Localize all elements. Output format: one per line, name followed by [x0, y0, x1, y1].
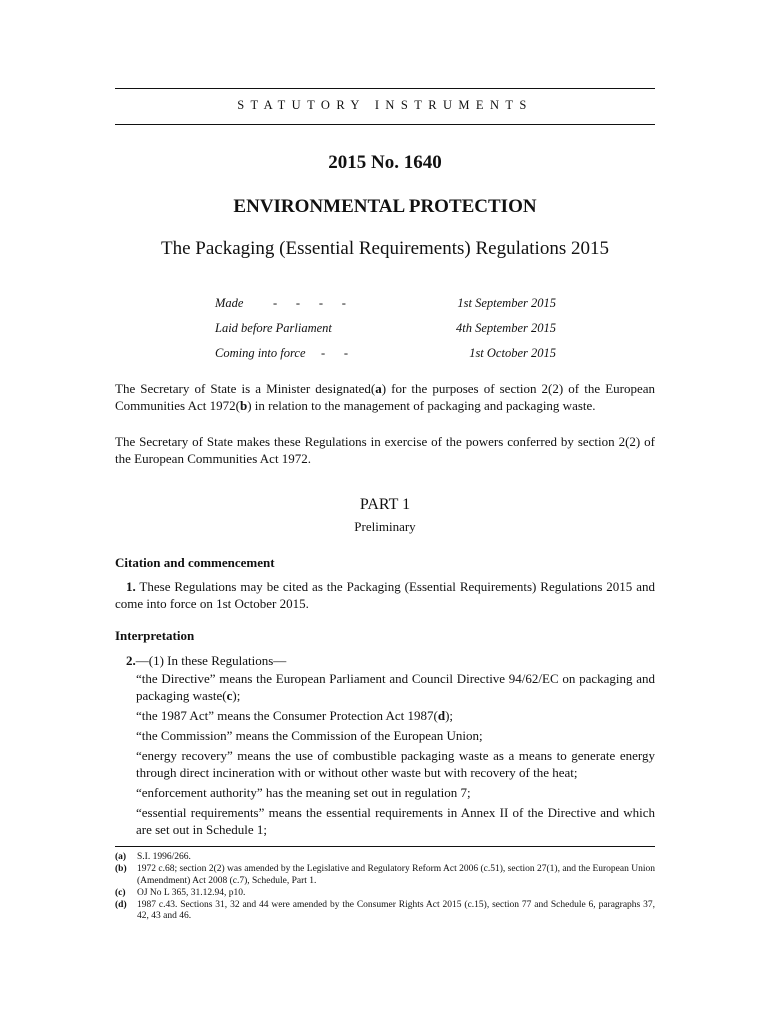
footnote-ref-a[interactable]: a: [375, 381, 382, 396]
citation-heading: Citation and commencement: [115, 555, 275, 570]
interpretation-heading: Interpretation: [115, 628, 195, 643]
date-row-made: [215, 296, 556, 321]
top-rule: [115, 88, 655, 89]
date-value: 1st October 2015: [469, 346, 556, 360]
definitions-list: [136, 670, 655, 841]
footnotes: [115, 852, 655, 923]
footnote-a: (a) S.I. 1996/266.: [115, 852, 191, 862]
date-value: 4th September 2015: [456, 321, 556, 335]
part-subheading: Preliminary: [354, 519, 416, 534]
date-row-force: [215, 346, 556, 371]
document-page: [115, 0, 655, 1024]
date-leader: - -: [321, 346, 349, 360]
footnote-d: (d) 1987 c.43. Sections 31, 32 and 44 were amended by the Consumer Rights Act 2015 (c.15), section 77 and Schedule 6, paragraphs 37, 42, 43 and 46.: [115, 899, 655, 921]
footnote-c: (c) OJ No L 365, 31.12.94, p10.: [115, 887, 246, 898]
footnote-mark: (b): [115, 864, 127, 874]
date-row-laid: [215, 321, 556, 346]
intro-paragraph-1: The Secretary of State is a Minister designated(a) for the purposes of section 2(2) of the European Communities Act 1972(b) in relation to the management of packaging and packaging waste.: [115, 381, 656, 413]
header-rule: [115, 124, 655, 125]
definition-item: “the 1987 Act” means the Consumer Protection Act 1987(d);: [136, 708, 454, 723]
definition-item: “the Directive” means the European Parliament and Council Directive 94/62/EC on packaging and packaging waste(c);: [136, 671, 655, 703]
definition-item: “enforcement authority” has the meaning set out in regulation 7;: [136, 785, 471, 800]
definition-item: “essential requirements” means the essential requirements in Annex II of the Directive and which are set out in Schedule 1;: [136, 805, 655, 837]
regulations-title: The Packaging (Essential Requirements) Regulations 2015: [161, 238, 609, 259]
intro-paragraph-2: The Secretary of State makes these Regulations in exercise of the powers conferred by section 2(2) of the European Communities Act 1972.: [115, 434, 655, 466]
footnote-ref-c[interactable]: c: [226, 688, 233, 703]
footnote-ref-b[interactable]: b: [239, 398, 248, 413]
footnote-b: (b) 1972 c.68; section 2(2) was amended by the Legislative and Regulatory Reform Act 2006 (c.51), section 27(1), and the European Union (Amendment) Act 2008 (c.7), Schedule, Part 1.: [115, 864, 655, 886]
definition-item: “energy recovery” means the use of combustible packaging waste as a means to generate energy through direct incineration with or without other waste but with recovery of the heat;: [136, 748, 655, 780]
date-label: Made: [215, 296, 244, 310]
subject-heading: ENVIRONMENTAL PROTECTION: [233, 196, 537, 217]
date-value: 1st September 2015: [457, 296, 556, 310]
regulation-2: 2.—(1) In these Regulations—: [126, 653, 287, 668]
footnote-ref-d[interactable]: d: [437, 708, 446, 723]
footnote-mark: (d): [115, 899, 127, 910]
footnote-mark: (c): [115, 887, 126, 898]
regulation-number: 2.: [126, 653, 136, 668]
footnote-mark: (a): [115, 852, 127, 862]
date-label: Coming into force: [215, 346, 306, 360]
regulation-number: 1.: [126, 579, 136, 594]
part-heading: PART 1: [359, 496, 411, 513]
footnote-rule: [115, 846, 655, 847]
date-label: Laid before Parliament: [215, 321, 332, 335]
date-leader: - - - -: [273, 296, 346, 310]
si-number: 2015 No. 1640: [328, 152, 442, 173]
regulation-1: 1. These Regulations may be cited as the Packaging (Essential Requirements) Regulations 2015 and come into force on 1st October 2015.: [115, 579, 655, 611]
series-title: STATUTORY INSTRUMENTS: [237, 98, 533, 112]
definition-item: “the Commission” means the Commission of the European Union;: [136, 728, 483, 743]
dates-table: [215, 296, 556, 371]
